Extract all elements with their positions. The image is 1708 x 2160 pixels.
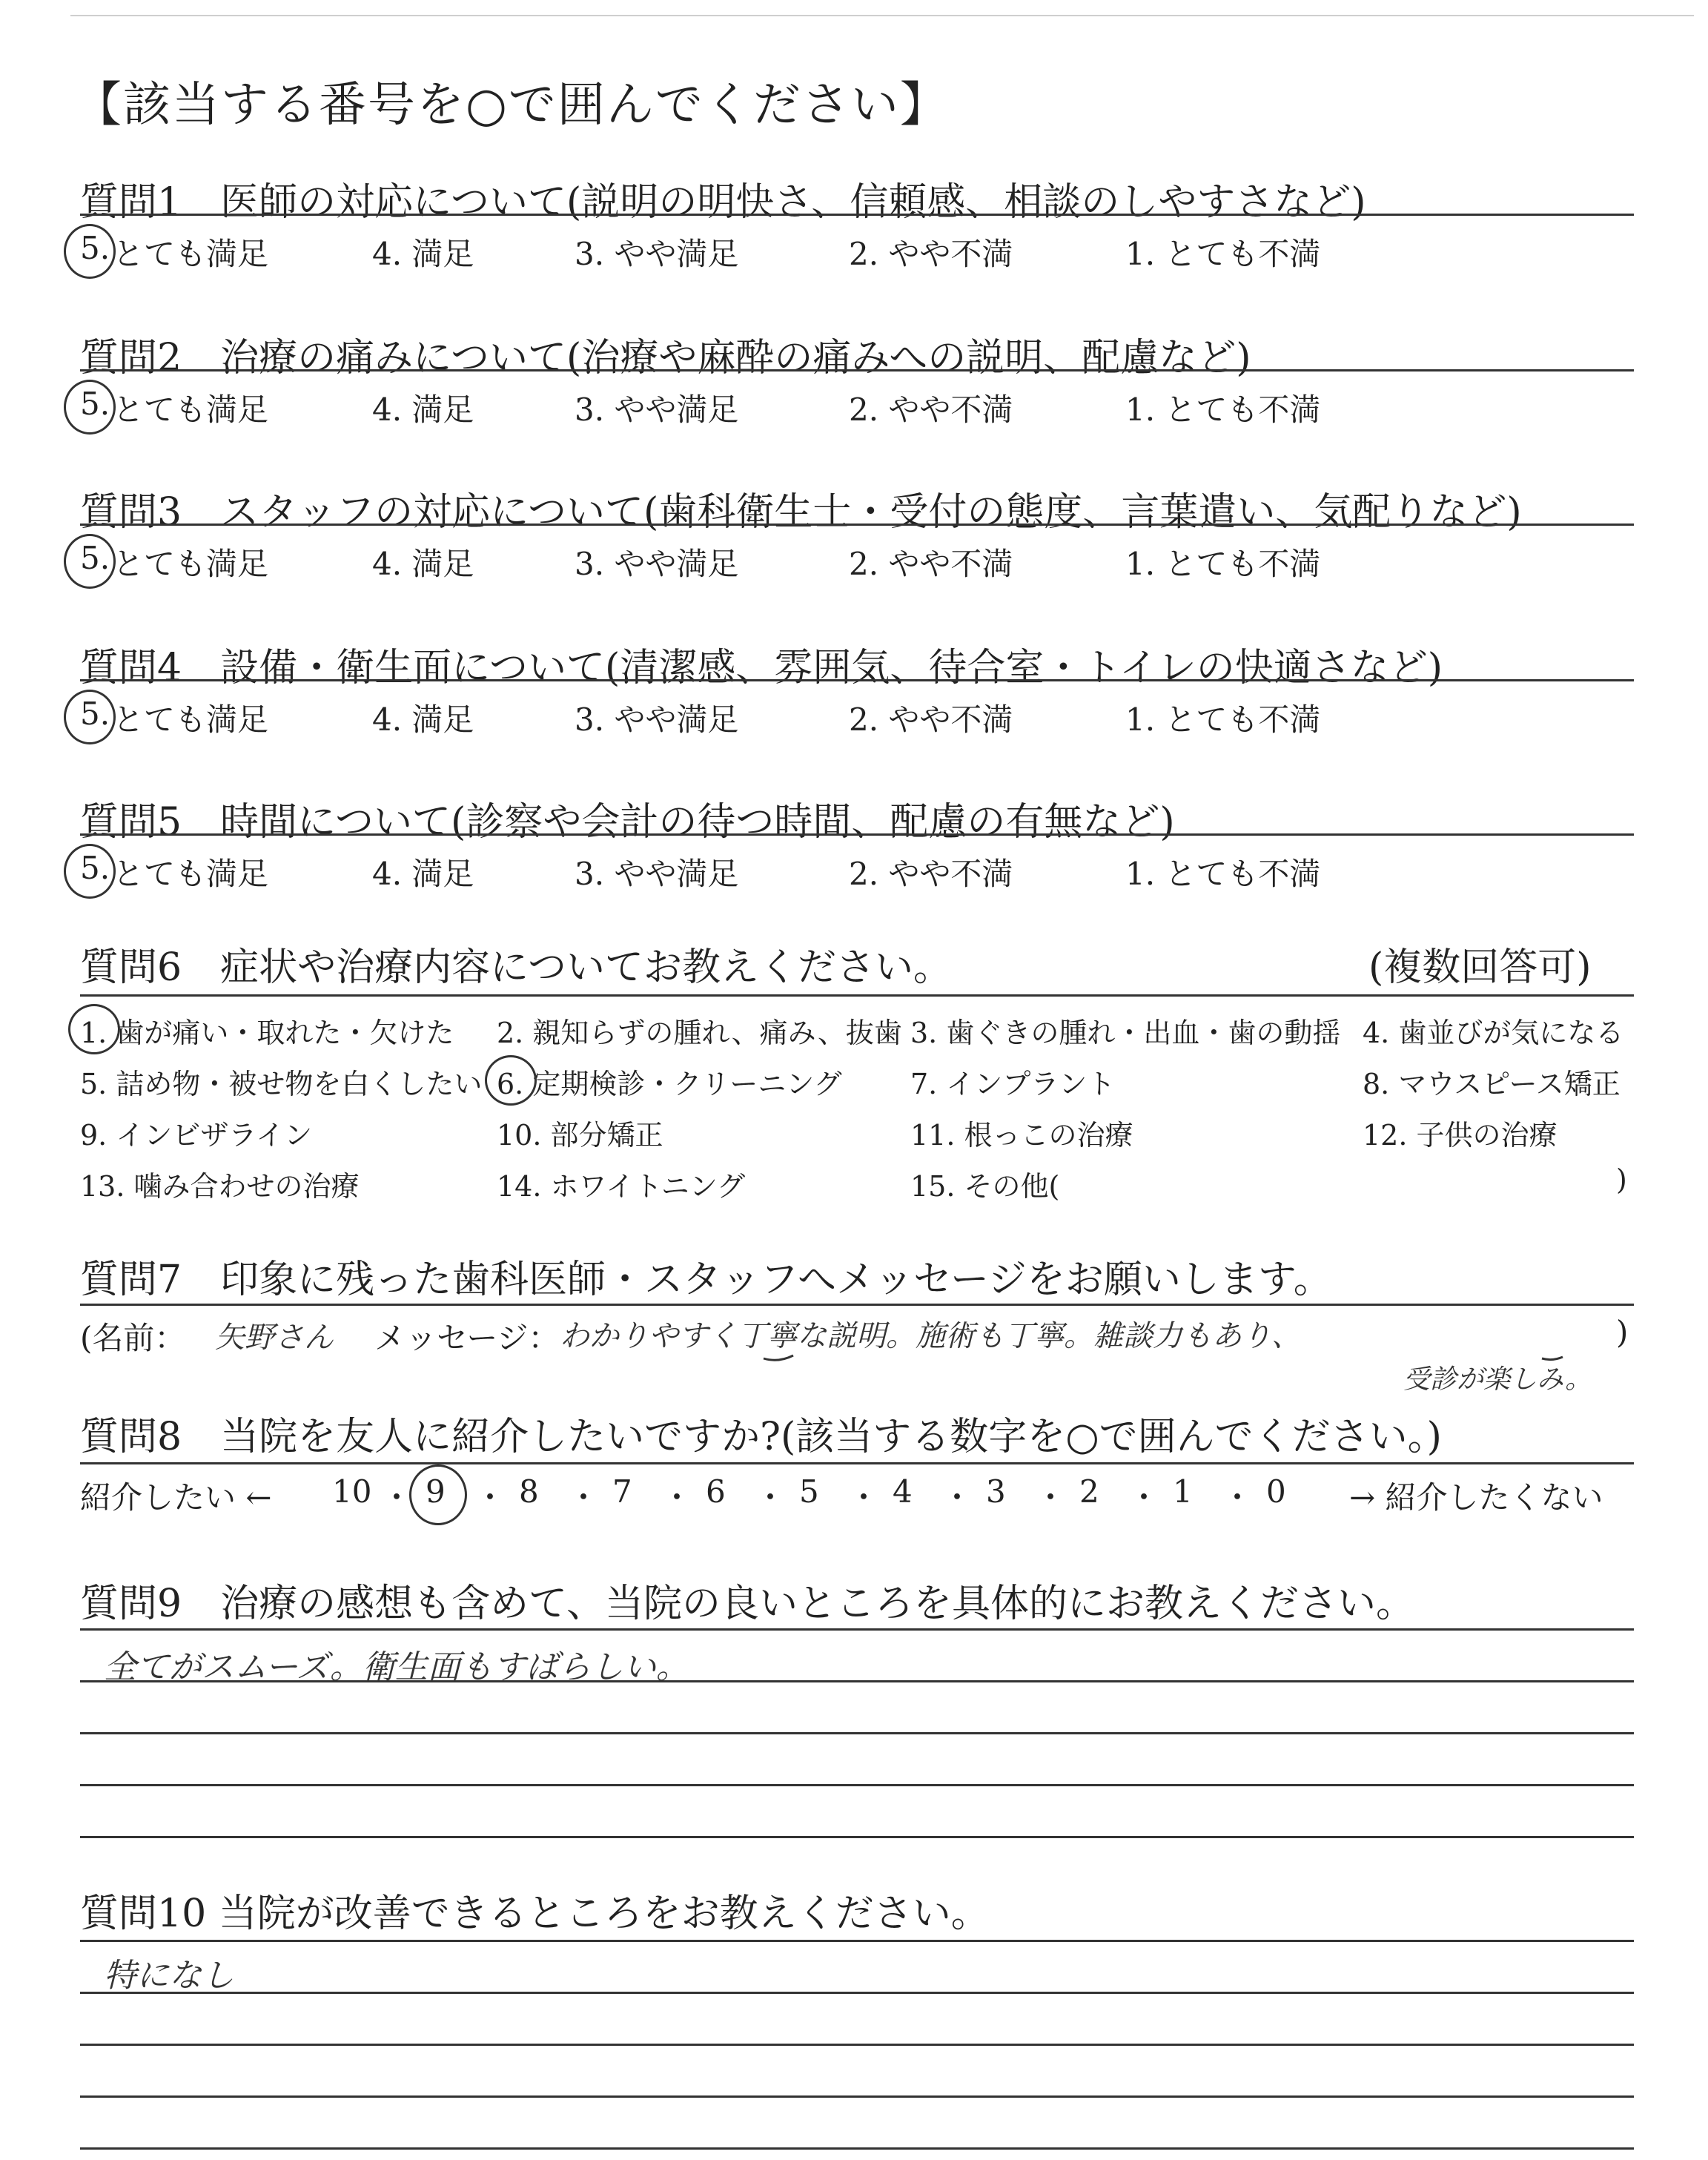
q1-option-3[interactable]: 3. やや満足 (575, 236, 739, 272)
recommend-separator: ・ (755, 1479, 787, 1516)
recommend-separator: ・ (1128, 1479, 1160, 1516)
q2-option-3[interactable]: 3. やや満足 (575, 392, 739, 428)
q2-option-1[interactable]: 1. とても不満 (1125, 392, 1321, 428)
q2-option-2[interactable]: 2. やや不満 (849, 392, 1013, 428)
q4-selection-circle (64, 690, 116, 744)
question-6-title: 質問6 症状や治療内容についてお教えください。 (80, 945, 953, 990)
recommend-separator: ・ (1222, 1479, 1254, 1516)
q6-option-2[interactable]: 2. 親知らずの腫れ、痛み、抜歯 (497, 1017, 902, 1049)
question-9-rule-4 (80, 1784, 1634, 1786)
q10-answer-handwritten: 特になし (104, 1957, 234, 1995)
q9-answer-handwritten: 全てがスムーズ。衛生面もすばらしい。 (104, 1648, 689, 1686)
recommend-score-1[interactable]: 1 (1173, 1473, 1193, 1510)
question-7-title: 質問7 印象に残った歯科医師・スタッフへメッセージをお願いします。 (80, 1258, 1332, 1302)
q6-option-14[interactable]: 14. ホワイトニング (497, 1170, 746, 1203)
question-1-rule (80, 214, 1634, 216)
recommend-separator: ・ (661, 1479, 693, 1516)
question-5-title: 質問5 時間について(診察や会計の待つ時間、配慮の有無など) (80, 800, 1175, 845)
recommend-separator: ・ (1035, 1479, 1067, 1516)
q6-option-9[interactable]: 9. インビザライン (80, 1119, 313, 1152)
recommend-score-2[interactable]: 2 (1079, 1473, 1099, 1510)
message-close-paren: ) (1616, 1314, 1629, 1350)
recommend-score-6[interactable]: 6 (706, 1473, 726, 1510)
question-3-rule (80, 524, 1634, 526)
q5-option-5-label: とても満足 (113, 856, 269, 892)
q3-option-1[interactable]: 1. とても不満 (1125, 546, 1321, 582)
recommend-separator: ・ (381, 1479, 413, 1516)
q6-option-11[interactable]: 11. 根っこの治療 (910, 1119, 1133, 1152)
q3-selection-circle (64, 534, 116, 589)
recommend-separator: ・ (568, 1479, 600, 1516)
recommend-separator: ・ (941, 1479, 973, 1516)
question-9-title: 質問9 治療の感想も含めて、当院の良いところを具体的にお教えください。 (80, 1582, 1415, 1626)
question-9-rule-1 (80, 1628, 1634, 1631)
q6-option-15[interactable]: 15. その他( (910, 1170, 1060, 1203)
q6-option-13[interactable]: 13. 噛み合わせの治療 (80, 1170, 360, 1203)
q6-option-8[interactable]: 8. マウスピース矯正 (1363, 1068, 1621, 1100)
message-label: メッセージ： (374, 1320, 560, 1356)
q5-selection-circle (64, 844, 116, 899)
page-title: 【該当する番号を○で囲んでください】 (74, 78, 949, 133)
recommend-right-label: → 紹介したくない (1349, 1479, 1603, 1516)
recommend-separator: ・ (474, 1479, 506, 1516)
q6-option-1[interactable]: 1. 歯が痛い・取れた・欠けた (80, 1017, 454, 1049)
q2-option-5-label: とても満足 (113, 392, 269, 428)
question-2-title: 質問2 治療の痛みについて(治療や麻酔の痛みへの説明、配慮など) (80, 336, 1251, 380)
q6-other-close-paren: ) (1616, 1163, 1627, 1196)
question-4-rule (80, 679, 1634, 681)
q1-option-4[interactable]: 4. 満足 (372, 236, 474, 272)
q4-option-1[interactable]: 1. とても不満 (1125, 701, 1321, 738)
question-1-title: 質問1 医師の対応について(説明の明快さ、信頼感、相談のしやすさなど) (80, 180, 1366, 225)
q1-option-1[interactable]: 1. とても不満 (1125, 236, 1321, 272)
q5-option-4[interactable]: 4. 満足 (372, 856, 474, 892)
recommend-score-3[interactable]: 3 (986, 1473, 1006, 1510)
question-10-rule-5 (80, 2147, 1634, 2150)
q2-option-4[interactable]: 4. 満足 (372, 392, 474, 428)
q5-option-2[interactable]: 2. やや不満 (849, 856, 1013, 892)
q6-option-12[interactable]: 12. 子供の治療 (1363, 1119, 1558, 1152)
q1-option-5[interactable]: 5. (80, 230, 110, 266)
q6-option-6[interactable]: 6. 定期検診・クリーニング (497, 1068, 842, 1100)
q6-selection-circle-6 (485, 1055, 537, 1106)
question-5-rule (80, 833, 1634, 836)
question-6-note: (複数回答可) (1368, 945, 1592, 990)
q4-option-5-label: とても満足 (113, 701, 269, 738)
q1-selection-circle (64, 224, 116, 279)
top-border (70, 15, 1694, 16)
q6-option-5[interactable]: 5. 詰め物・被せ物を白くしたい (80, 1068, 483, 1100)
q5-option-3[interactable]: 3. やや満足 (575, 856, 739, 892)
question-2-rule (80, 369, 1634, 371)
question-4-title: 質問4 設備・衛生面について(清潔感、雰囲気、待合室・トイレの快適さなど) (80, 646, 1443, 690)
q3-option-5-label: とても満足 (113, 546, 269, 582)
q4-option-5[interactable]: 5. (80, 696, 110, 732)
q6-option-7[interactable]: 7. インプラント (910, 1068, 1116, 1100)
question-10-rule-1 (80, 1940, 1634, 1942)
recommend-score-9[interactable]: 9 (426, 1473, 446, 1510)
q3-option-2[interactable]: 2. やや不満 (849, 546, 1013, 582)
question-10-rule-4 (80, 2095, 1634, 2098)
message-handwritten-cont: 受診が楽しみ。 (1403, 1364, 1592, 1395)
recommend-score-5[interactable]: 5 (799, 1473, 819, 1510)
recommend-left-label: 紹介したい ← (80, 1479, 272, 1516)
q3-option-3[interactable]: 3. やや満足 (575, 546, 739, 582)
recommend-selection-circle (409, 1464, 467, 1525)
question-6-rule (80, 994, 1634, 997)
q4-option-2[interactable]: 2. やや不満 (849, 701, 1013, 738)
recommend-score-8[interactable]: 8 (519, 1473, 539, 1510)
recommend-score-7[interactable]: 7 (612, 1473, 632, 1510)
q5-option-1[interactable]: 1. とても不満 (1125, 856, 1321, 892)
question-8-title: 質問8 当院を友人に紹介したいですか?(該当する数字を○で囲んでください。) (80, 1415, 1442, 1459)
q4-option-3[interactable]: 3. やや満足 (575, 701, 739, 738)
question-3-title: 質問3 スタッフの対応について(歯科衛生士・受付の態度、言葉遣い、気配りなど) (80, 490, 1522, 535)
recommend-score-4[interactable]: 4 (893, 1473, 913, 1510)
q6-option-4[interactable]: 4. 歯並びが気になる (1363, 1017, 1624, 1049)
question-8-rule (80, 1462, 1634, 1464)
recommend-score-0[interactable]: 0 (1266, 1473, 1286, 1510)
q6-option-3[interactable]: 3. 歯ぐきの腫れ・出血・歯の動揺 (910, 1017, 1341, 1049)
question-9-rule-5 (80, 1836, 1634, 1838)
question-7-rule (80, 1304, 1634, 1306)
q4-option-4[interactable]: 4. 満足 (372, 701, 474, 738)
question-10-title: 質問10 当院が改善できるところをお教えください。 (80, 1892, 990, 1936)
q3-option-5[interactable]: 5. (80, 540, 110, 576)
question-9-rule-3 (80, 1732, 1634, 1734)
name-label: (名前： (80, 1320, 186, 1356)
q1-option-5-label: とても満足 (113, 236, 269, 272)
message-handwritten: わかりやすく丁寧な説明。施術も丁寧。雑談力もあり、 (560, 1319, 1301, 1353)
staff-name-handwritten: 矢野さん (215, 1321, 334, 1355)
q5-option-5[interactable]: 5. (80, 850, 110, 886)
question-10-rule-2 (80, 1992, 1634, 1994)
q2-selection-circle (64, 380, 116, 435)
question-10-rule-3 (80, 2044, 1634, 2046)
recommend-score-10[interactable]: 10 (332, 1473, 372, 1510)
q1-option-2[interactable]: 2. やや不満 (849, 236, 1013, 272)
q6-selection-circle-1 (68, 1004, 120, 1054)
q3-option-4[interactable]: 4. 満足 (372, 546, 474, 582)
recommend-separator: ・ (848, 1479, 880, 1516)
q6-option-10[interactable]: 10. 部分矯正 (497, 1119, 663, 1152)
q2-option-5[interactable]: 5. (80, 386, 110, 422)
